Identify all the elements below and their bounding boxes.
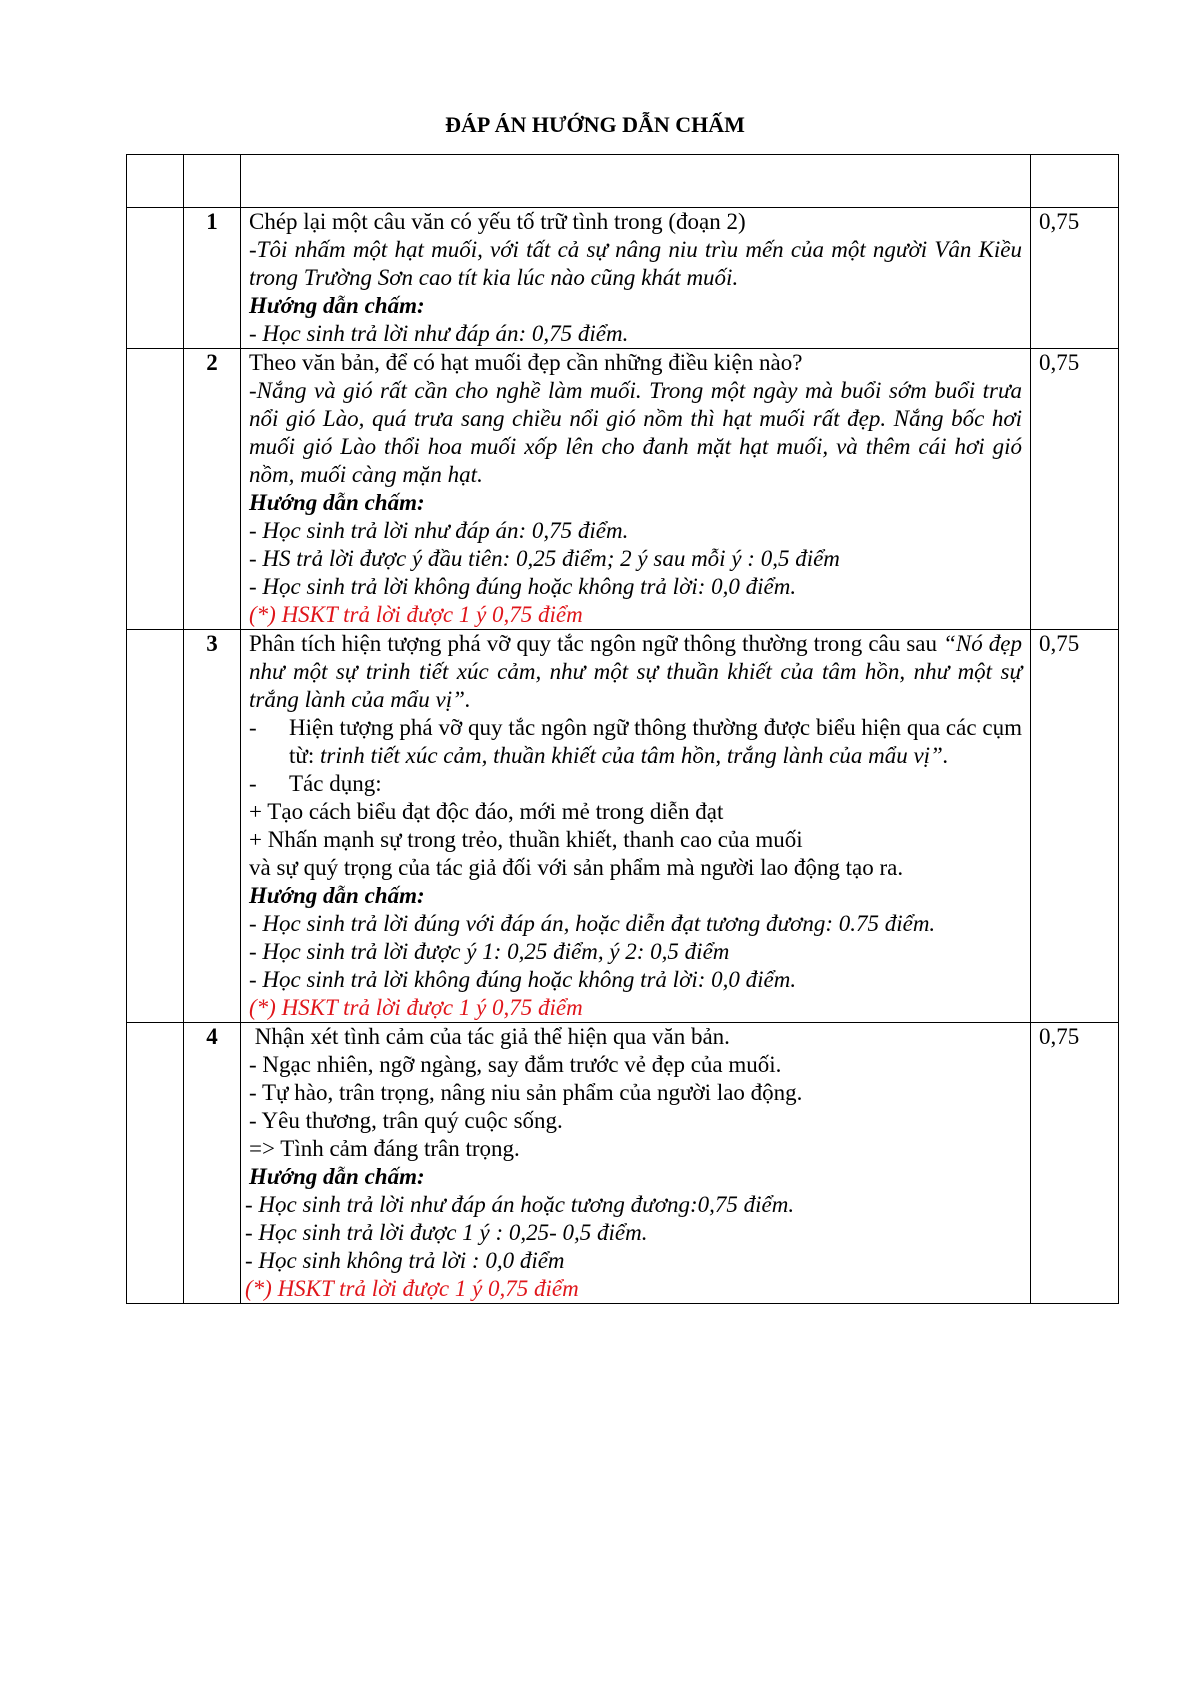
effect-line: và sự quý trọng của tác giả đối với sản phẩm mà người lao động tạo ra. (249, 855, 904, 880)
section-cell (127, 349, 184, 630)
table-row (127, 1023, 1119, 1304)
question-text: Nhận xét tình cảm của tác giả thể hiện qua văn bản. (249, 1024, 730, 1049)
guide-line: - Học sinh trả lời như đáp án hoặc tương đương:0,75 điểm. (245, 1192, 795, 1217)
bullet-item (249, 770, 1022, 798)
bullet-mark: - (249, 771, 257, 796)
table-row (127, 349, 1119, 630)
guide-label: Hướng dẫn chấm: (249, 293, 425, 318)
special-note: (*) HSKT trả lời được 1 ý 0,75 điểm (249, 602, 583, 627)
page-title: ĐÁP ÁN HƯỚNG DẪN CHẤM (445, 112, 745, 137)
grading-table (126, 154, 1119, 1304)
effect-line: + Tạo cách biểu đạt độc đáo, mới mẻ trong diễn đạt (249, 799, 724, 824)
special-note: (*) HSKT trả lời được 1 ý 0,75 điểm (245, 1276, 579, 1301)
header-cell (241, 155, 1031, 208)
question-content (241, 1023, 1031, 1304)
effect-line: + Nhấn mạnh sự trong trẻo, thuần khiết, thanh cao của muối (249, 827, 803, 852)
score-cell: 0,75 (1031, 208, 1119, 349)
table-header-row (127, 155, 1119, 208)
answer-text: -Tôi nhấm một hạt muối, với tất cả sự nâng niu trìu mến của một người Vân Kiều trong Trường Sơn cao tít kia lúc nào cũng khát muối. (249, 237, 1022, 290)
special-note: (*) HSKT trả lời được 1 ý 0,75 điểm (249, 995, 583, 1020)
answer-point: => Tình cảm đáng trân trọng. (249, 1136, 520, 1161)
question-quote: “Nó đẹp như một sự trinh tiết xúc cảm, như một sự thuần khiết của tâm hồn, như một sự trắng lành của mẩu vị”. (249, 631, 1022, 712)
bullet-text: Tác dụng: (289, 771, 382, 796)
bullet-italic: trinh tiết xúc cảm, thuần khiết của tâm hồn, trắng lành của mẩu vị”. (320, 743, 949, 768)
guide-label: Hướng dẫn chấm: (249, 883, 425, 908)
question-content (241, 208, 1031, 349)
answer-point: - Ngạc nhiên, ngỡ ngàng, say đắm trước vẻ đẹp của muối. (249, 1052, 782, 1077)
table-row (127, 630, 1119, 1023)
guide-line: - Học sinh trả lời không đúng hoặc không trả lời: 0,0 điểm. (249, 967, 797, 992)
score-cell: 0,75 (1031, 1023, 1119, 1304)
guide-line: - Học sinh trả lời đúng với đáp án, hoặc diễn đạt tương đương: 0.75 điểm. (249, 911, 936, 936)
guide-label: Hướng dẫn chấm: (249, 1164, 425, 1189)
question-text: Chép lại một câu văn có yếu tố trữ tình trong (đoạn 2) (249, 209, 746, 234)
question-number: 3 (184, 630, 241, 1023)
question-content (241, 349, 1031, 630)
guide-line: - Học sinh trả lời được 1 ý : 0,25- 0,5 điểm. (245, 1220, 648, 1245)
guide-line: - Học sinh trả lời như đáp án: 0,75 điểm. (249, 321, 629, 346)
guide-line: - Học sinh không trả lời : 0,0 điểm (245, 1248, 565, 1273)
section-cell (127, 630, 184, 1023)
question-number: 4 (184, 1023, 241, 1304)
bullet-item (249, 714, 1022, 770)
guide-line: - Học sinh trả lời được ý 1: 0,25 điểm, ý 2: 0,5 điểm (249, 939, 730, 964)
question-text: Theo văn bản, để có hạt muối đẹp cần những điều kiện nào? (249, 350, 803, 375)
score-cell: 0,75 (1031, 349, 1119, 630)
answer-text: -Nắng và gió rất cần cho nghề làm muối. Trong một ngày mà buổi sớm buổi trưa nổi gió Lào, quá trưa sang chiều nổi gió nồm thì hạt muối rất đẹp. Nắng bốc hơi muối gió Lào thổi hoa muối xốp lên cho đanh mặt hạt muối, và thêm cái hơi gió nồm, muối càng mặn hạt. (249, 378, 1022, 487)
question-plain: Phân tích hiện tượng phá vỡ quy tắc ngôn ngữ thông thường trong câu sau (249, 631, 944, 656)
question-number: 2 (184, 349, 241, 630)
question-text (249, 630, 1022, 714)
bullet-plain: Hiện tượng phá vỡ quy tắc ngôn ngữ thông thường được biểu hiện qua các cụm từ: (289, 715, 1022, 768)
score-cell: 0,75 (1031, 630, 1119, 1023)
answer-point: - Yêu thương, trân quý cuộc sống. (249, 1108, 563, 1133)
section-cell (127, 1023, 184, 1304)
guide-line: - Học sinh trả lời không đúng hoặc không trả lời: 0,0 điểm. (249, 574, 797, 599)
answer-point: - Tự hào, trân trọng, nâng niu sản phẩm của người lao động. (249, 1080, 803, 1105)
section-cell (127, 208, 184, 349)
table-row (127, 208, 1119, 349)
header-cell (1031, 155, 1119, 208)
guide-line: - HS trả lời được ý đầu tiên: 0,25 điểm; 2 ý sau mỗi ý : 0,5 điểm (249, 546, 840, 571)
header-cell (184, 155, 241, 208)
bullet-mark: - (249, 715, 257, 740)
question-number: 1 (184, 208, 241, 349)
guide-label: Hướng dẫn chấm: (249, 490, 425, 515)
header-cell (127, 155, 184, 208)
guide-line: - Học sinh trả lời như đáp án: 0,75 điểm. (249, 518, 629, 543)
question-content (241, 630, 1031, 1023)
